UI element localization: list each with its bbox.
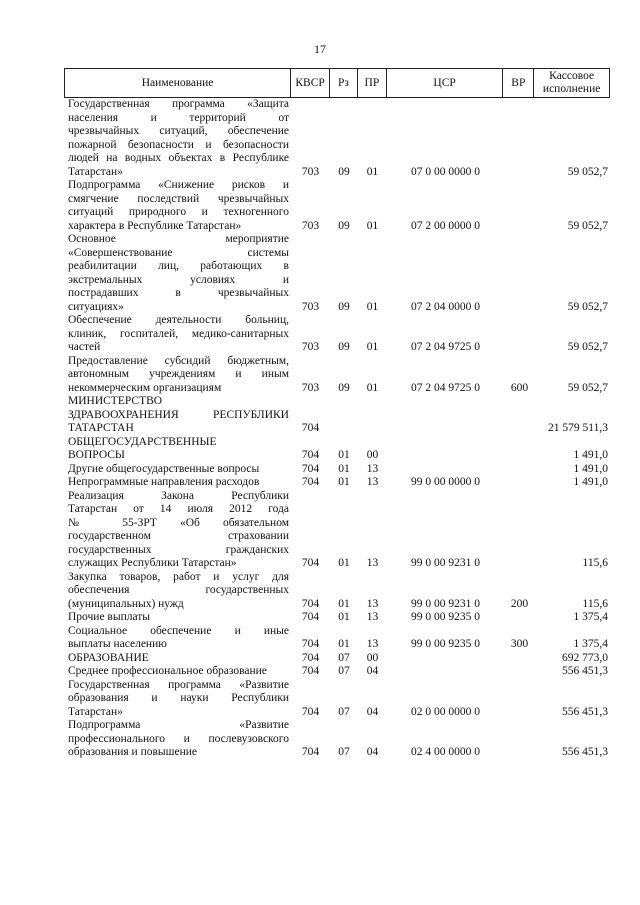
- row-pr: 13: [366, 557, 379, 569]
- row-rz: 09: [338, 300, 350, 313]
- row-pr: 01: [366, 300, 379, 313]
- row-name-line: некоммерческим организациям: [68, 381, 222, 394]
- header-csr: ЦСР: [387, 69, 504, 97]
- row-name-line: государственных гражданских: [68, 543, 289, 556]
- row-name: [64, 571, 291, 612]
- row-name-line: ОБРАЗОВАНИЕ: [68, 651, 149, 664]
- row-pr: 01: [366, 165, 379, 178]
- row-name: [64, 476, 291, 490]
- row-kassovoe: 1 491,0: [573, 462, 608, 475]
- table-row: [64, 233, 610, 314]
- table-row: [64, 665, 610, 679]
- row-name-line: образования и повышение: [68, 746, 197, 758]
- table-row: [64, 355, 610, 396]
- row-kvsr: 703: [301, 341, 320, 353]
- row-name: [64, 436, 291, 463]
- row-rz: 01: [338, 462, 350, 475]
- row-kassovoe: 59 052,7: [567, 341, 608, 353]
- row-kvsr: 704: [301, 665, 320, 677]
- row-csr: 99 0 00 9235 0: [411, 611, 480, 623]
- row-kassovoe: 556 451,3: [562, 705, 608, 718]
- row-rz: 07: [338, 651, 350, 664]
- row-pr: 13: [366, 476, 379, 488]
- row-name: [64, 179, 291, 233]
- row-kassovoe: 1 491,0: [573, 449, 608, 461]
- row-pr: 13: [366, 462, 379, 475]
- row-csr: 02 0 00 0000 0: [411, 705, 480, 718]
- row-name: [64, 395, 291, 436]
- row-vr: 200: [510, 597, 529, 610]
- row-csr: 99 0 00 9231 0: [411, 557, 480, 569]
- row-name-line: пострадавших в чрезвычайных: [68, 287, 289, 299]
- row-name-line: ЗДРАВООХРАНЕНИЯ РЕСПУБЛИКИ: [68, 408, 289, 421]
- row-kassovoe: 115,6: [582, 597, 608, 610]
- row-name-line: Реализация Закона Республики: [68, 489, 289, 502]
- row-pr: 04: [366, 705, 379, 718]
- row-name: [64, 463, 291, 477]
- row-rz: 09: [338, 165, 350, 178]
- row-rz: 07: [338, 746, 350, 758]
- row-kassovoe: 59 052,7: [567, 165, 608, 178]
- row-kvsr: 704: [301, 746, 320, 758]
- row-name: [64, 665, 291, 679]
- row-kassovoe: 556 451,3: [562, 665, 608, 677]
- row-pr: 13: [366, 638, 379, 650]
- row-name: [64, 652, 291, 666]
- row-name-line: профессионального и послевузовского: [68, 732, 289, 745]
- table-row: [64, 679, 610, 720]
- table-row: [64, 652, 610, 666]
- row-kassovoe: 59 052,7: [567, 219, 608, 232]
- row-name-line: ситуациях»: [68, 300, 124, 313]
- row-csr: 02 4 00 0000 0: [411, 746, 480, 758]
- row-name: [64, 314, 291, 355]
- table-row: [64, 490, 610, 571]
- row-name-line: чрезвычайных ситуаций, обеспечение: [68, 125, 289, 137]
- row-name-line: Другие общегосударственные вопросы: [68, 462, 260, 475]
- row-name-line: Государственная программа «Защита: [68, 98, 289, 110]
- row-name: [64, 611, 291, 625]
- row-name-line: Татарстан от 14 июля 2012 года: [68, 503, 289, 515]
- row-name-line: «Совершенствование системы: [68, 246, 289, 259]
- row-name-line: государственном страховании: [68, 530, 289, 542]
- row-kvsr: 704: [301, 422, 320, 434]
- table-row: [64, 625, 610, 652]
- row-name-line: экстремальных условиях и: [68, 273, 289, 286]
- row-kvsr: 704: [301, 557, 320, 569]
- row-kvsr: 704: [301, 611, 320, 623]
- row-rz: 09: [338, 341, 350, 353]
- row-vr: 300: [510, 638, 529, 650]
- table-row: [64, 476, 610, 490]
- row-vr: 600: [510, 381, 529, 394]
- row-kassovoe: 1 375,4: [573, 611, 608, 623]
- row-kassovoe: 21 579 511,3: [548, 422, 608, 434]
- row-name-line: людей на водных объектах в Республике: [68, 152, 289, 164]
- row-name-line: Татарстан»: [68, 705, 123, 718]
- row-csr: 07 0 00 0000 0: [411, 165, 480, 178]
- header-name: Наименование: [65, 69, 291, 97]
- row-rz: 01: [338, 638, 350, 650]
- row-name-line: (муниципальных) нужд: [68, 597, 184, 610]
- row-pr: 01: [366, 219, 379, 232]
- row-name-line: смягчение последствий чрезвычайных: [68, 192, 289, 205]
- row-name: [64, 719, 291, 760]
- row-kassovoe: 1 491,0: [573, 476, 608, 488]
- row-kassovoe: 692 773,0: [562, 651, 608, 664]
- row-name-line: служащих Республики Татарстан»: [68, 557, 237, 569]
- row-name-line: реабилитации лиц, работающих в: [68, 260, 289, 272]
- header-rz: Рз: [330, 69, 358, 97]
- table-row: [64, 179, 610, 233]
- row-name-line: Основное мероприятие: [68, 233, 289, 245]
- row-kvsr: 704: [301, 705, 320, 718]
- row-name: [64, 490, 291, 571]
- table-header: [64, 68, 610, 98]
- row-pr: 13: [366, 611, 379, 623]
- row-kvsr: 703: [301, 165, 320, 178]
- row-name: [64, 625, 291, 652]
- row-kvsr: 704: [301, 476, 320, 488]
- header-kvsr: КВСР: [291, 69, 330, 97]
- row-kvsr: 704: [301, 638, 320, 650]
- row-kassovoe: 556 451,3: [562, 746, 608, 758]
- row-name-line: № 55-ЗРТ «Об обязательном: [68, 516, 289, 529]
- row-name: [64, 355, 291, 396]
- row-name-line: ВОПРОСЫ: [68, 449, 125, 461]
- row-kassovoe: 115,6: [582, 557, 608, 569]
- row-rz: 07: [338, 665, 350, 677]
- row-name-line: автономным учреждениям и иным: [68, 368, 289, 380]
- row-name-line: Татарстан»: [68, 165, 123, 178]
- row-name: [64, 233, 291, 314]
- row-pr: 04: [366, 746, 379, 758]
- row-kassovoe: 59 052,7: [567, 300, 608, 313]
- row-csr: 07 2 04 9725 0: [411, 381, 480, 394]
- row-rz: 01: [338, 557, 350, 569]
- row-name-line: Обеспечение деятельности больниц,: [68, 314, 289, 326]
- row-name-line: Государственная программа «Развитие: [68, 678, 289, 691]
- row-name-line: Прочие выплаты: [68, 611, 151, 623]
- row-csr: 07 2 04 9725 0: [411, 341, 480, 353]
- row-name-line: характера в Республике Татарстан»: [68, 219, 242, 232]
- table-row: [64, 98, 610, 179]
- row-name-line: Подпрограмма «Развитие: [68, 719, 289, 731]
- row-rz: 01: [338, 597, 350, 610]
- table-row: [64, 463, 610, 477]
- row-name-line: клиник, госпиталей, медико-санитарных: [68, 327, 289, 340]
- row-rz: 01: [338, 449, 350, 461]
- row-pr: 00: [366, 651, 379, 664]
- row-csr: 99 0 00 9235 0: [411, 638, 480, 650]
- row-kvsr: 704: [301, 597, 320, 610]
- row-csr: 99 0 00 9231 0: [411, 597, 480, 610]
- table-row: [64, 571, 610, 612]
- row-name-line: обеспечения государственных: [68, 584, 289, 596]
- row-pr: 00: [366, 449, 379, 461]
- row-name-line: Непрограммные направления расходов: [68, 476, 260, 488]
- row-pr: 13: [366, 597, 379, 610]
- row-csr: 07 2 04 0000 0: [411, 300, 480, 313]
- row-name-line: Социальное обеспечение и иные: [68, 624, 289, 637]
- row-name-line: частей: [68, 341, 101, 353]
- row-rz: 01: [338, 476, 350, 488]
- table-row: [64, 436, 610, 463]
- row-name-line: населения и территорий от: [68, 111, 289, 124]
- row-name: [64, 98, 291, 179]
- row-csr: 07 2 00 0000 0: [411, 219, 480, 232]
- row-name-line: ТАТАРСТАН: [68, 422, 134, 434]
- row-name-line: Предоставление субсидий бюджетным,: [68, 354, 289, 367]
- row-name-line: образования и науки Республики: [68, 692, 289, 704]
- table-row: [64, 314, 610, 355]
- table-row: [64, 611, 610, 625]
- row-pr: 01: [366, 341, 379, 353]
- row-name-line: ситуаций природного и техногенного: [68, 206, 289, 218]
- table-row: [64, 719, 610, 760]
- row-name: [64, 679, 291, 720]
- row-name-line: выплаты населению: [68, 638, 167, 650]
- row-kassovoe: 1 375,4: [573, 638, 608, 650]
- row-name-line: ОБЩЕГОСУДАРСТВЕННЫЕ: [68, 435, 217, 448]
- row-rz: 09: [338, 381, 350, 394]
- row-kvsr: 703: [301, 381, 320, 394]
- row-csr: 99 0 00 0000 0: [411, 476, 480, 488]
- row-pr: 04: [366, 665, 379, 677]
- row-kvsr: 703: [301, 219, 320, 232]
- header-kassovoe: Кассовое исполнение: [542, 70, 601, 95]
- header-pr: ПР: [358, 69, 387, 97]
- row-kassovoe: 59 052,7: [567, 381, 608, 394]
- table-body: [64, 98, 610, 760]
- row-name-line: МИНИСТЕРСТВО: [68, 395, 163, 407]
- row-kvsr: 704: [301, 449, 320, 461]
- row-rz: 07: [338, 705, 350, 718]
- row-name-line: Подпрограмма «Снижение рисков и: [68, 179, 289, 191]
- row-name-line: пожарной безопасности и безопасности: [68, 138, 289, 151]
- row-pr: 01: [366, 381, 379, 394]
- row-name-line: Среднее профессиональное образование: [68, 665, 267, 677]
- row-kvsr: 704: [301, 651, 320, 664]
- row-kvsr: 703: [301, 300, 320, 313]
- row-rz: 09: [338, 219, 350, 232]
- row-name-line: Закупка товаров, работ и услуг для: [68, 570, 289, 583]
- page-number: 17: [314, 42, 326, 56]
- row-kvsr: 704: [301, 462, 320, 475]
- row-rz: 01: [338, 611, 350, 623]
- header-vr: ВР: [503, 69, 534, 97]
- table-row: [64, 395, 610, 436]
